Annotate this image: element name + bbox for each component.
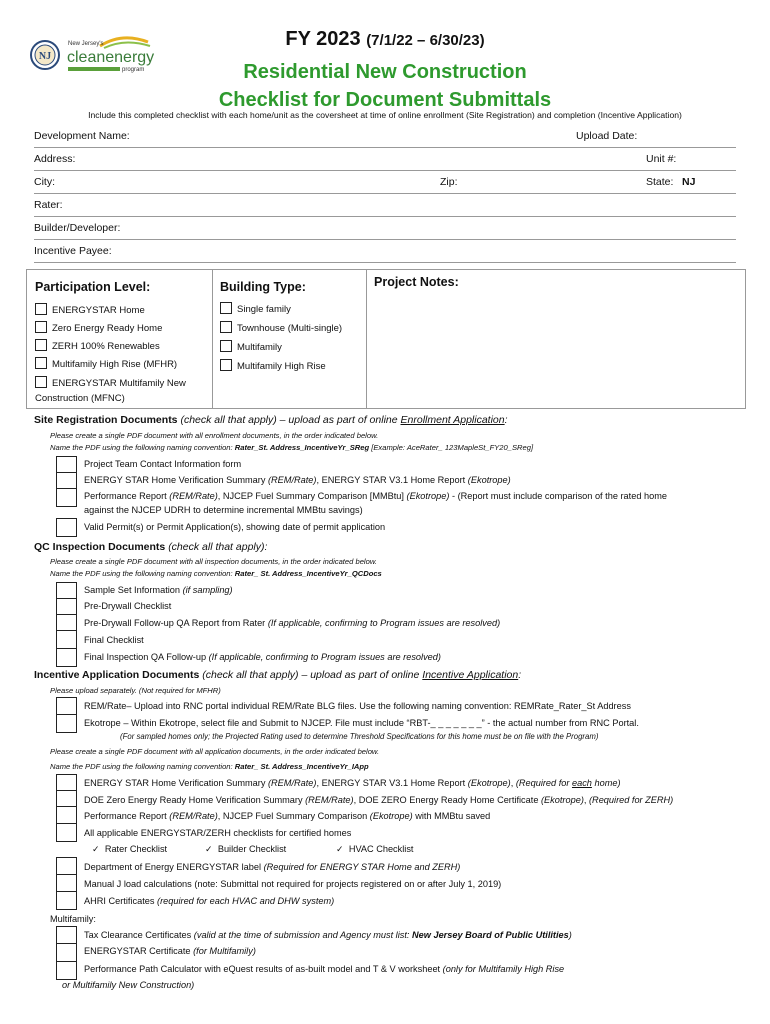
builder-checklist-item: ✓ Builder Checklist bbox=[205, 844, 287, 854]
incentive-sep-item: REM/Rate– Upload into RNC portal individual REM/Rate BLG files. Use the following naming convention: REMRate_Rater_St Address bbox=[84, 701, 631, 711]
building-type-column bbox=[212, 270, 367, 408]
site-item: Performance Report (REM/Rate), NJCEP Fuel Summary Comparison [MMBtu] (Ekotrope) - (Report must include comparison of the rated home bbox=[84, 491, 667, 501]
rater-checklist-item: ✓ Rater Checklist bbox=[92, 844, 168, 854]
site-item: ENERGY STAR Home Verification Summary (REM/Rate), ENERGY STAR V3.1 Home Report (Ekotrope) bbox=[84, 475, 511, 485]
incentive-item: Performance Report (REM/Rate), NJCEP Fuel Summary Comparison (Ekotrope) with MMBtu saved bbox=[84, 811, 491, 821]
logo-brand-text: cleanenergy bbox=[67, 49, 155, 66]
logo-bottom-text: program bbox=[122, 67, 145, 73]
site-registration-heading: Site Registration Documents (check all that apply) – upload as part of online Enrollment Application: bbox=[34, 414, 508, 426]
site-item-checkbox[interactable] bbox=[56, 518, 77, 537]
multifamily-item-continued: or Multifamily New Construction) bbox=[62, 980, 195, 990]
participation-level-column bbox=[27, 270, 213, 408]
qc-item: Pre-Drywall Follow-up QA Report from Rater (If applicable, confirming to Program issues are resolved) bbox=[84, 618, 501, 628]
building-option[interactable]: Townhouse (Multi-single) bbox=[220, 321, 342, 334]
qc-item: Pre-Drywall Checklist bbox=[84, 601, 172, 611]
incentive-note-2: Name the PDF using the following naming convention: Rater_ St. Address_IncentiveYr_IApp bbox=[50, 762, 369, 771]
checkbox[interactable] bbox=[220, 321, 232, 333]
incentive-item: Department of Energy ENERGYSTAR label (Required for ENERGY STAR Home and ZERH) bbox=[84, 862, 461, 872]
incentive-sep-item: Ekotrope – Within Ekotrope, select file and Submit to NJCEP. File must include “RBT-_ _ _ _ _ _ _” - the actual number from RNC Portal. bbox=[84, 718, 639, 728]
incentive-sep-note: (For sampled homes only; the Projected Rating used to determine Threshold Specifications for this home must be on file with the Program) bbox=[120, 732, 599, 741]
building-option[interactable]: Single family bbox=[220, 302, 291, 315]
building-option[interactable]: Multifamily High Rise bbox=[220, 359, 326, 372]
site-item: Valid Permit(s) or Permit Application(s), showing date of permit application bbox=[84, 522, 386, 532]
state-label: State: bbox=[646, 176, 674, 188]
checkmark-icon: ✓ bbox=[205, 844, 213, 854]
site-note-2: Name the PDF using the following naming convention: Rater_St. Address_IncentiveYr_SReg [Example: AceRater_ 123MapleSt_FY20_SReg] bbox=[50, 443, 534, 452]
incentive-item-checkbox[interactable] bbox=[56, 891, 77, 910]
checkbox[interactable] bbox=[35, 303, 47, 315]
building-option[interactable]: Multifamily bbox=[220, 340, 282, 353]
address-field[interactable] bbox=[34, 148, 736, 171]
builder-field[interactable] bbox=[34, 217, 736, 240]
title-line-2: Checklist for Document Submittals bbox=[218, 89, 552, 111]
seal-text: NJ bbox=[38, 51, 52, 62]
qc-item: Sample Set Information (if sampling) bbox=[84, 585, 233, 595]
logo-top-text: New Jersey's bbox=[68, 41, 104, 47]
site-item-continued: against the NJCEP UDRH to determine incremental MMBtu savings) bbox=[84, 505, 363, 515]
checkbox[interactable] bbox=[220, 359, 232, 371]
zip-label: Zip: bbox=[440, 176, 458, 188]
fiscal-year-title bbox=[0, 28, 770, 51]
project-notes-column[interactable] bbox=[366, 270, 745, 408]
checkbox[interactable] bbox=[35, 357, 47, 369]
multifamily-item: Performance Path Calculator with eQuest results of as-built model and T & V worksheet (only for Multifamily High Rise bbox=[84, 964, 565, 974]
incentive-item: All applicable ENERGYSTAR/ZERH checklists for certified homes bbox=[84, 828, 352, 838]
fy-label: FY 2023 bbox=[285, 28, 361, 50]
multifamily-item: ENERGYSTAR Certificate (for Multifamily) bbox=[84, 946, 256, 956]
checkmark-icon: ✓ bbox=[336, 844, 344, 854]
checkbox[interactable] bbox=[35, 339, 47, 351]
incentive-note-1: Please create a single PDF document with all application documents, in the order indicated below. bbox=[50, 747, 380, 756]
qc-note-2: Name the PDF using the following naming convention: Rater_ St. Address_IncentiveYr_QCDocs bbox=[50, 569, 382, 578]
qc-heading: QC Inspection Documents (check all that apply): bbox=[34, 541, 268, 553]
incentive-item: AHRI Certificates (required for each HVAC and DHW system) bbox=[84, 896, 335, 906]
participation-heading: Participation Level: bbox=[35, 280, 151, 294]
checkbox[interactable] bbox=[35, 321, 47, 333]
incentive-item: DOE Zero Energy Ready Home Verification Summary (REM/Rate), DOE ZERO Energy Ready Home Certificate (Ekotrope), (Required for ZERH) bbox=[84, 795, 674, 805]
participation-option[interactable]: ZERH 100% Renewables bbox=[35, 339, 160, 352]
incentive-item: Manual J load calculations (note: Submittal not required for projects registered on or after July 1, 2019) bbox=[84, 879, 502, 889]
address-label: Address: bbox=[34, 153, 76, 165]
site-item-checkbox[interactable] bbox=[56, 488, 77, 507]
incentive-sep-checkbox[interactable] bbox=[56, 714, 77, 733]
multifamily-item: Tax Clearance Certificates (valid at the time of submission and Agency must list: New Jersey Board of Public Utilities) bbox=[84, 930, 572, 940]
rater-label: Rater: bbox=[34, 199, 63, 211]
qc-item: Final Inspection QA Follow-up (If applicable, confirming to Program issues are resolved) bbox=[84, 652, 441, 662]
title-line-1: Residential New Construction bbox=[243, 61, 527, 83]
qc-item-checkbox[interactable] bbox=[56, 630, 77, 649]
rater-field[interactable] bbox=[34, 194, 736, 217]
multifamily-item-checkbox[interactable] bbox=[56, 943, 77, 962]
project-info-box bbox=[26, 269, 746, 409]
incentive-note-separate: Please upload separately. (Not required for MFHR) bbox=[50, 686, 221, 695]
state-value: NJ bbox=[682, 176, 696, 188]
multifamily-item-checkbox[interactable] bbox=[56, 961, 77, 980]
project-notes-heading: Project Notes: bbox=[374, 275, 459, 289]
checkbox[interactable] bbox=[220, 340, 232, 352]
checkbox[interactable] bbox=[220, 302, 232, 314]
upload-date-label: Upload Date: bbox=[576, 130, 638, 142]
checkbox[interactable] bbox=[35, 376, 47, 388]
incentive-application-link[interactable]: Incentive Application bbox=[422, 669, 519, 681]
incentive-heading: Incentive Application Documents (check all that apply) – upload as part of online Incentive Application: bbox=[34, 669, 522, 681]
enrollment-application-link[interactable]: Enrollment Application bbox=[400, 414, 505, 426]
incentive-payee-field[interactable] bbox=[34, 240, 736, 263]
building-heading: Building Type: bbox=[220, 280, 306, 294]
incentive-payee-label: Incentive Payee: bbox=[34, 245, 112, 257]
city-field[interactable] bbox=[34, 171, 736, 194]
incentive-item: ENERGY STAR Home Verification Summary (REM/Rate), ENERGY STAR V3.1 Home Report (Ekotrope), (Required for each home) bbox=[84, 778, 621, 788]
incentive-item-checkbox[interactable] bbox=[56, 823, 77, 842]
participation-option[interactable]: ENERGYSTAR Home bbox=[35, 303, 145, 316]
development-name-label: Development Name: bbox=[34, 130, 130, 142]
participation-option[interactable]: Zero Energy Ready Home bbox=[35, 321, 162, 334]
qc-item-checkbox[interactable] bbox=[56, 648, 77, 667]
unit-label: Unit #: bbox=[646, 153, 677, 165]
hvac-checklist-item: ✓ HVAC Checklist bbox=[336, 844, 414, 854]
city-label: City: bbox=[34, 176, 55, 188]
development-name-field[interactable] bbox=[34, 125, 736, 148]
participation-option[interactable]: Multifamily High Rise (MFHR) bbox=[35, 357, 177, 370]
intro-text: Include this completed checklist with each home/unit as the coversheet at time of online enrollment (Site Registration) and completion (Incentive Application) bbox=[88, 110, 682, 120]
fy-range: (7/1/22 – 6/30/23) bbox=[366, 32, 485, 49]
qc-item: Final Checklist bbox=[84, 635, 144, 645]
participation-option[interactable]: ENERGYSTAR Multifamily New bbox=[35, 376, 186, 389]
builder-label: Builder/Developer: bbox=[34, 222, 121, 234]
site-item: Project Team Contact Information form bbox=[84, 459, 242, 469]
page-title bbox=[0, 58, 770, 114]
participation-option-wrap: Construction (MFNC) bbox=[35, 393, 125, 404]
site-note-1: Please create a single PDF document with all enrollment documents, in the order indicated below. bbox=[50, 431, 379, 440]
qc-note-1: Please create a single PDF document with all inspection documents, in the order indicated below. bbox=[50, 557, 377, 566]
multifamily-label: Multifamily: bbox=[50, 914, 96, 924]
checkmark-icon: ✓ bbox=[92, 844, 100, 854]
